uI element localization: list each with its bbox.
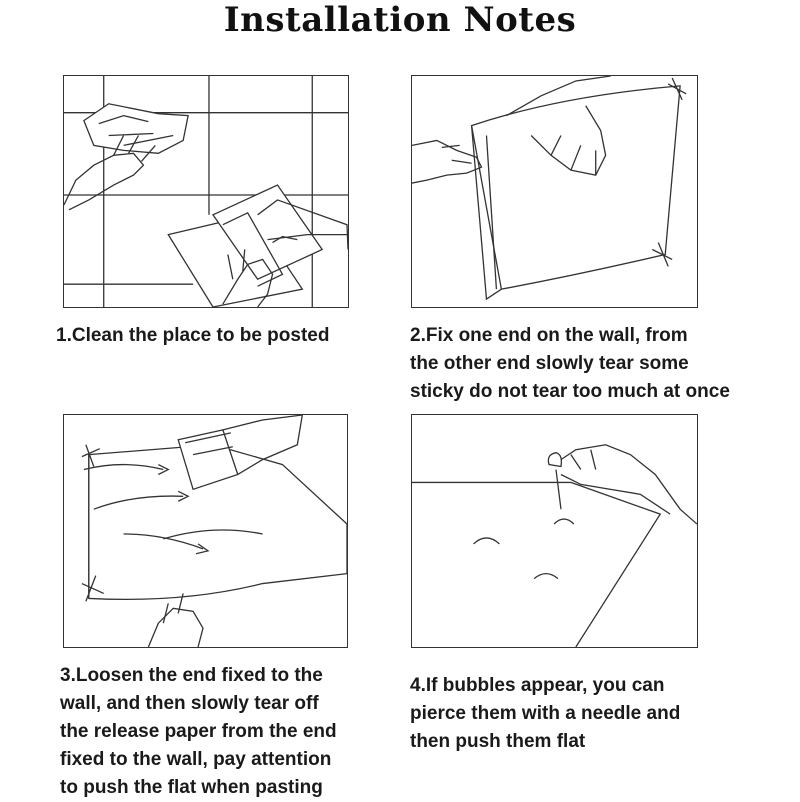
caption-line: wall, and then slowly tear off	[60, 693, 319, 714]
caption-line: fixed to the wall, pay attention	[60, 749, 332, 770]
caption-line: the other end slowly tear some	[410, 353, 689, 374]
hand-icon	[148, 593, 203, 647]
wall-edge	[412, 482, 660, 647]
caption-line: the release paper from the end	[60, 721, 337, 742]
step-2-illustration	[411, 75, 698, 308]
caption-line: pierce them with a needle and	[410, 703, 681, 724]
caption-line: sticky do not tear too much at once	[410, 381, 730, 402]
step-4-caption	[410, 672, 740, 756]
bubble-icon	[474, 519, 574, 578]
left-hand-icon	[412, 140, 482, 183]
caption-line: 3.Loosen the end fixed to the	[60, 665, 323, 686]
page-title: Installation Notes	[223, 0, 577, 40]
paper-roll-icon	[168, 185, 348, 307]
step-2-caption	[410, 322, 790, 406]
step-4-illustration	[411, 414, 698, 648]
caption-line: then push them flat	[410, 731, 586, 752]
wall-sheet	[472, 86, 681, 299]
step-1-caption	[56, 322, 386, 350]
needle-icon	[548, 453, 561, 510]
step-3-caption	[60, 662, 380, 802]
step-1-illustration	[63, 75, 349, 308]
caption-line: 1.Clean the place to be posted	[56, 325, 330, 346]
caption-line: to push the flat when pasting	[60, 777, 323, 798]
caption-line: 4.If bubbles appear, you can	[410, 675, 665, 696]
hand-icon	[561, 445, 697, 524]
cloth-hand-icon	[64, 104, 188, 210]
caption-line: 2.Fix one end on the wall, from	[410, 325, 688, 346]
step-3-illustration	[63, 414, 348, 648]
